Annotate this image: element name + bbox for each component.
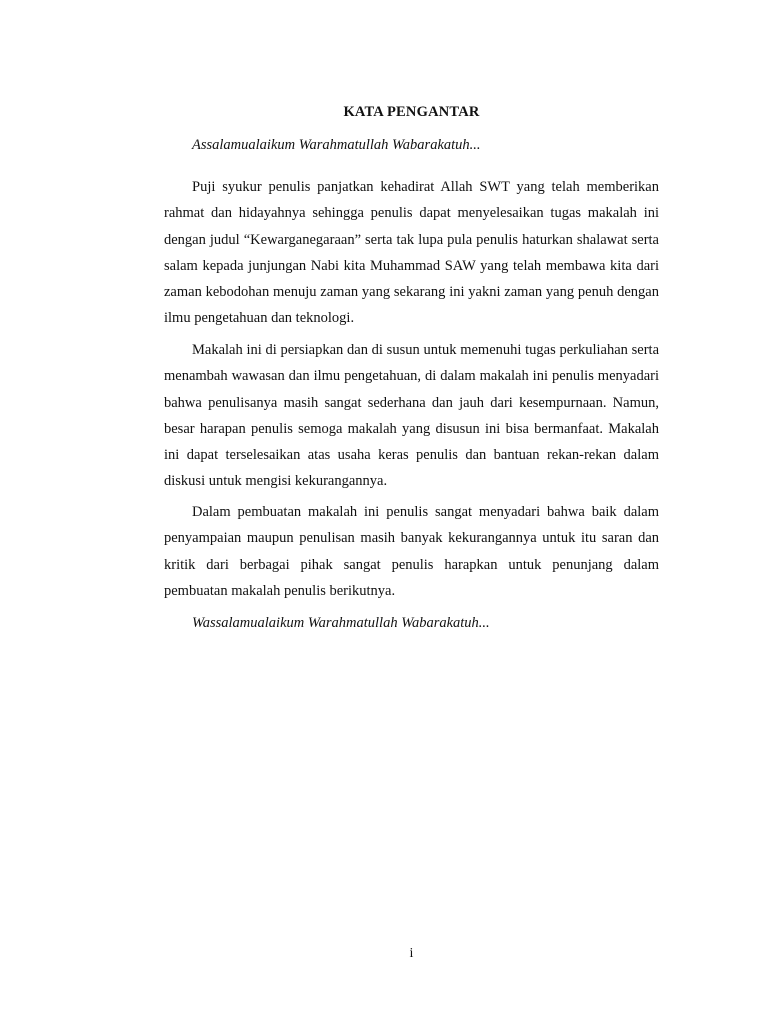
opening-greeting: Assalamualaikum Warahmatullah Wabarakatuh... bbox=[192, 137, 481, 153]
page-title: KATA PENGANTAR bbox=[343, 104, 480, 120]
paragraph-2: Makalah ini di persiapkan dan di susun untuk memenuhi tugas perkuliahan serta menambah wawasan dan ilmu pengetahuan, di dalam makalah ini penulis menyadari bahwa penulisanya masih sangat sederhana dan jauh dari kesempurnaan. Namun, besar harapan penulis semoga makalah yang disusun ini bisa bermanfaat. Makalah ini dapat terselesaikan atas usaha keras penulis dan bantuan rekan-rekan dalam diskusi untuk mengisi kekurangannya. bbox=[164, 342, 659, 490]
page-number: i bbox=[409, 946, 414, 961]
paragraph-1: Puji syukur penulis panjatkan kehadirat Allah SWT yang telah memberikan rahmat dan hidayahnya sehingga penulis dapat menyelesaikan tugas makalah ini dengan judul “Kewarganegaraan” serta tak lupa pula penulis haturkan shalawat serta salam kepada junjungan Nabi kita Muhammad SAW yang telah membawa kita dari zaman kebodohan menuju zaman yang sekarang ini yakni zaman yang penuh dengan ilmu pengetahuan dan teknologi. bbox=[164, 179, 659, 327]
paragraph-3: Dalam pembuatan makalah ini penulis sangat menyadari bahwa baik dalam penyampaian maupun penulisan masih banyak kekurangannya untuk itu saran dan kritik dari berbagai pihak sangat penulis harapkan untuk penunjang dalam pembuatan makalah penulis berikutnya. bbox=[164, 504, 659, 599]
closing-greeting: Wassalamualaikum Warahmatullah Wabarakatuh... bbox=[192, 615, 490, 631]
document-page bbox=[164, 0, 659, 1024]
